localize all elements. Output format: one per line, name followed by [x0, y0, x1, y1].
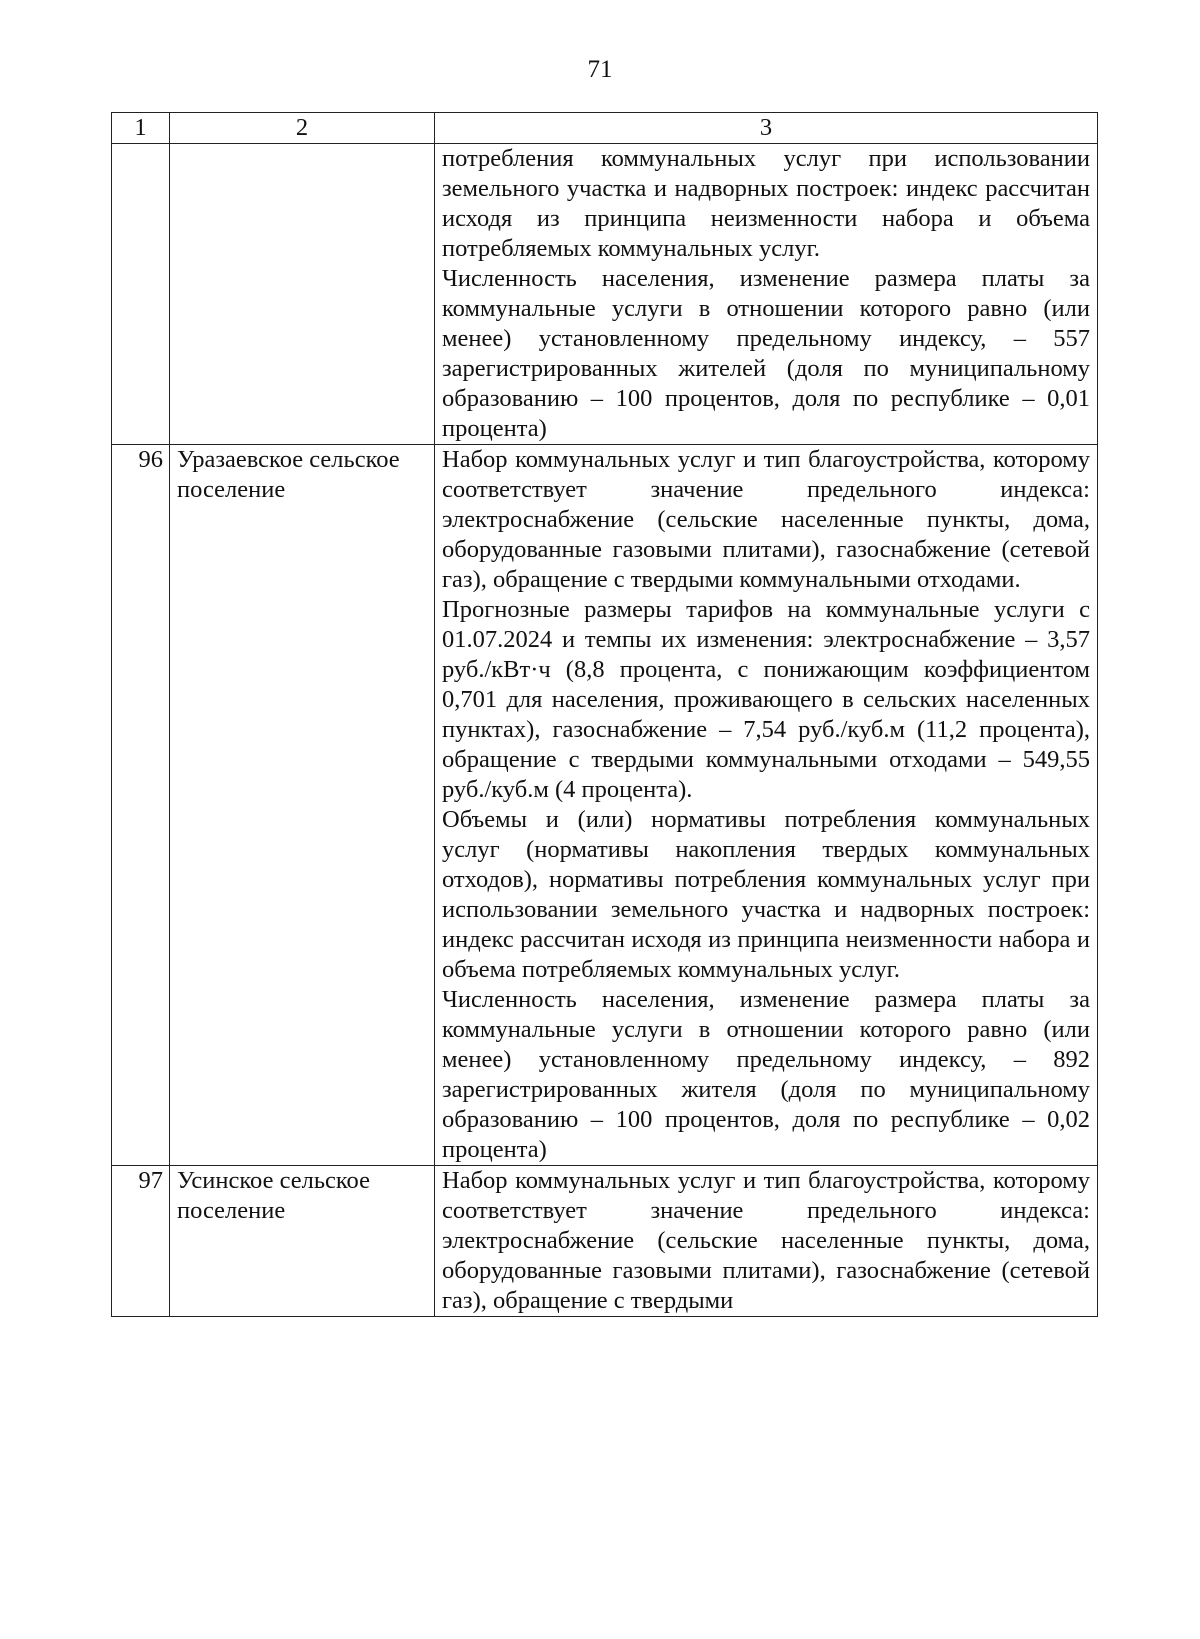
description-paragraph: Прогнозные размеры тарифов на коммунальные услуги с 01.07.2024 и темпы их изменения: электроснабжение – 3,57 руб./кВт·ч (8,8 процента, с понижающим коэффициентом 0,701 для населения, проживающего в сельских населенных пунктах), газоснабжение – 7,54 руб./куб.м (11,2 процента), обращение с твердыми коммунальными отходами – 549,55 руб./куб.м (4 процента). — [442, 596, 1090, 803]
row-description — [435, 445, 1098, 1166]
description-paragraph: Объемы и (или) нормативы потребления коммунальных услуг (нормативы накопления твердых коммунальных отходов), нормативы потребления коммунальных услуг при использовании земельного участка и надворных построек: индекс рассчитан исходя из принципа неизменности набора и объема потребляемых коммунальных услуг. — [442, 806, 1090, 983]
description-paragraph: Набор коммунальных услуг и тип благоустройства, которому соответствует значение предельного индекса: электроснабжение (сельские населенные пункты, дома, оборудованные газовыми плитами), газоснабжение (сетевой газ), обращение с твердыми коммунальными отходами. — [442, 446, 1090, 593]
row-number — [112, 144, 170, 445]
table-row — [112, 445, 1098, 1166]
municipality-name — [170, 144, 435, 445]
column-header-3: 3 — [435, 113, 1098, 144]
description-paragraph: Численность населения, изменение размера платы за коммунальные услуги в отношении которого равно (или менее) установленному предельному индексу, – 557 зарегистрированных жителей (доля по муниципальному образованию – 100 процентов, доля по республике – 0,01 процента) — [442, 265, 1090, 442]
column-header-1: 1 — [112, 113, 170, 144]
description-paragraph: потребления коммунальных услуг при использовании земельного участка и надворных построек: индекс рассчитан исходя из принципа неизменности набора и объема потребляемых коммунальных услуг. — [442, 145, 1090, 262]
table-row — [112, 1166, 1098, 1317]
municipality-name: Уразаевское сельское поселение — [170, 445, 435, 1166]
row-number: 96 — [112, 445, 170, 1166]
row-number: 97 — [112, 1166, 170, 1317]
row-description — [435, 1166, 1098, 1317]
tariff-table — [111, 112, 1098, 1317]
page-number: 71 — [587, 56, 613, 83]
row-description — [435, 144, 1098, 445]
description-paragraph: Численность населения, изменение размера платы за коммунальные услуги в отношении которого равно (или менее) установленному предельному индексу, – 892 зарегистрированных жителя (доля по муниципальному образованию – 100 процентов, доля по республике – 0,02 процента) — [442, 986, 1090, 1163]
table-header-row — [112, 113, 1098, 144]
municipality-name: Усинское сельское поселение — [170, 1166, 435, 1317]
table-row — [112, 144, 1098, 445]
description-paragraph: Набор коммунальных услуг и тип благоустройства, которому соответствует значение предельного индекса: электроснабжение (сельские населенные пункты, дома, оборудованные газовыми плитами), газоснабжение (сетевой газ), обращение с твердыми — [442, 1167, 1090, 1314]
column-header-2: 2 — [170, 113, 435, 144]
